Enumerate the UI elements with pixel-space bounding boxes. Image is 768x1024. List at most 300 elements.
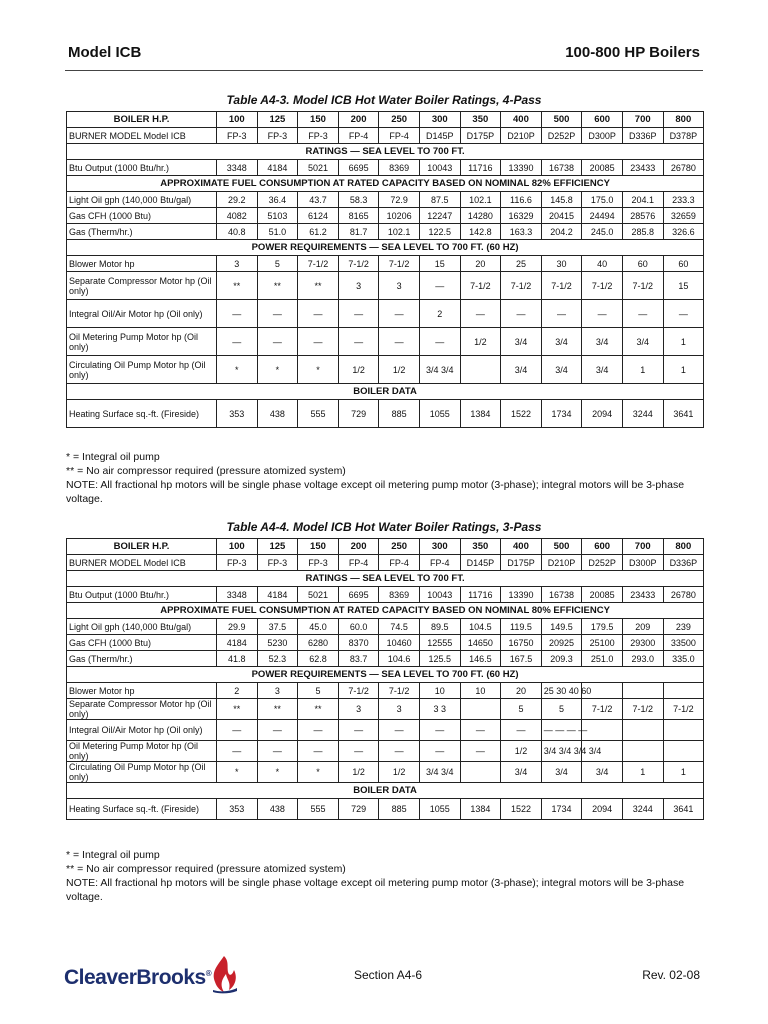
table-cell: — [217, 328, 258, 356]
table-cell: * [257, 762, 298, 783]
flame-icon [207, 954, 241, 994]
table-cell: 20 [501, 683, 542, 699]
table-cell: 8369 [379, 160, 420, 176]
revision-label: Rev. 02-08 [642, 968, 700, 982]
table-cell: — [460, 300, 501, 328]
table-cell: 58.3 [338, 192, 379, 208]
table-cell: D145P [460, 555, 501, 571]
table-cell: 41.8 [217, 651, 258, 667]
table-cell: 3/4 [582, 328, 623, 356]
table-cell: 40 [582, 256, 623, 272]
row-label: Btu Output (1000 Btu/hr.) [67, 587, 217, 603]
table-cell: 1 [622, 762, 663, 783]
row-label: Light Oil gph (140,000 Btu/gal) [67, 192, 217, 208]
table-cell: 3641 [663, 799, 704, 820]
table-cell: — [338, 300, 379, 328]
table-cell: — [298, 720, 339, 741]
table-cell: 60.0 [338, 619, 379, 635]
column-header: 200 [338, 112, 379, 128]
table-cell: 29.9 [217, 619, 258, 635]
table-cell: 5 [298, 683, 339, 699]
table-cell: 1734 [541, 400, 582, 428]
table-cell: FP-3 [298, 555, 339, 571]
row-label: Circulating Oil Pump Motor hp (Oil only) [67, 356, 217, 384]
table-cell: ** [298, 699, 339, 720]
table-cell: 1522 [501, 799, 542, 820]
table-cell: 20 [460, 256, 501, 272]
table-cell: 239 [663, 619, 704, 635]
table-cell: 3 [338, 272, 379, 300]
table-cell: 15 [419, 256, 460, 272]
table-cell: 7-1/2 [582, 699, 623, 720]
column-header: 700 [622, 539, 663, 555]
table-cell: 83.7 [338, 651, 379, 667]
table-cell: 5103 [257, 208, 298, 224]
row-label: Btu Output (1000 Btu/hr.) [67, 160, 217, 176]
table-row [67, 400, 704, 428]
table-cell: 6280 [298, 635, 339, 651]
table-cell: 102.1 [460, 192, 501, 208]
table-cell: * [298, 762, 339, 783]
table-row [67, 762, 704, 783]
table-cell: 251.0 [582, 651, 623, 667]
table-cell: 6124 [298, 208, 339, 224]
table-cell: 1/2 [338, 762, 379, 783]
row-label: Separate Compressor Motor hp (Oil only) [67, 272, 217, 300]
table-cell: 119.5 [501, 619, 542, 635]
table-cell: 1055 [419, 799, 460, 820]
table-cell: FP-4 [379, 128, 420, 144]
table-cell: 37.5 [257, 619, 298, 635]
table-cell: 3/4 [541, 762, 582, 783]
table-cell: 23433 [622, 587, 663, 603]
table-cell: FP-4 [419, 555, 460, 571]
row-label: Separate Compressor Motor hp (Oil only) [67, 699, 217, 720]
table-cell: 25100 [582, 635, 623, 651]
table-cell: 209.3 [541, 651, 582, 667]
table-row [67, 635, 704, 651]
table-cell: — [217, 720, 258, 741]
table-cell: * [257, 356, 298, 384]
table-cell: 13390 [501, 160, 542, 176]
column-header: 700 [622, 112, 663, 128]
table-cell: 729 [338, 400, 379, 428]
table-cell: 3/4 [541, 356, 582, 384]
table-cell: D300P [622, 555, 663, 571]
table-row [67, 699, 704, 720]
table-cell: FP-3 [257, 128, 298, 144]
table-cell: 438 [257, 400, 298, 428]
table-cell: 10 [460, 683, 501, 699]
table-cell: — [622, 300, 663, 328]
table-cell: 3/4 [501, 356, 542, 384]
table-cell: 26780 [663, 587, 704, 603]
table-cell: 885 [379, 400, 420, 428]
table-cell: FP-3 [217, 128, 258, 144]
section-row [67, 603, 704, 619]
table-cell: — [257, 328, 298, 356]
table-cell: 89.5 [419, 619, 460, 635]
table-cell: 10043 [419, 160, 460, 176]
column-header: 300 [419, 112, 460, 128]
footnote: * = Integral oil pump [66, 451, 160, 463]
table-cell: 87.5 [419, 192, 460, 208]
table-cell: D175P [460, 128, 501, 144]
section-heading: APPROXIMATE FUEL CONSUMPTION AT RATED CAPACITY BASED ON NOMINAL 82% EFFICIENCY [67, 176, 704, 192]
table-cell: 16750 [501, 635, 542, 651]
table-cell: 2 [217, 683, 258, 699]
table-row [67, 720, 704, 741]
table-cell [460, 699, 501, 720]
section-row [67, 240, 704, 256]
table-cell: 16738 [541, 160, 582, 176]
table-cell: 60 [622, 256, 663, 272]
table-cell: 4184 [217, 635, 258, 651]
table-cell: 3 [338, 699, 379, 720]
table-cell: 122.5 [419, 224, 460, 240]
table-cell: 1055 [419, 400, 460, 428]
row-label: BURNER MODEL Model ICB [67, 128, 217, 144]
table-cell: 4082 [217, 208, 258, 224]
table-cell: 5021 [298, 160, 339, 176]
row-label: Gas (Therm/hr.) [67, 224, 217, 240]
table-cell: 7-1/2 [582, 272, 623, 300]
table-cell: ** [257, 699, 298, 720]
table-cell: 7-1/2 [338, 256, 379, 272]
table-cell [460, 762, 501, 783]
table-cell: — [379, 328, 420, 356]
column-header: 800 [663, 539, 704, 555]
table-cell: 5 [501, 699, 542, 720]
table-cell: 3/4 3/4 3/4 3/4 [541, 741, 582, 762]
table-cell: ** [257, 272, 298, 300]
table-cell: — [419, 720, 460, 741]
table-cell: D336P [663, 555, 704, 571]
table-cell: 5230 [257, 635, 298, 651]
table-cell: 5 [257, 256, 298, 272]
table-cell: 3 3 [419, 699, 460, 720]
table-cell [663, 741, 704, 762]
table-cell: 12247 [419, 208, 460, 224]
footnote: ** = No air compressor required (pressure atomized system) [66, 863, 346, 875]
table-cell: 4184 [257, 160, 298, 176]
table-row [67, 160, 704, 176]
table-cell: 2094 [582, 799, 623, 820]
table-cell: 13390 [501, 587, 542, 603]
table-cell: — [501, 720, 542, 741]
table-cell: 3/4 3/4 [419, 762, 460, 783]
table-cell [582, 720, 623, 741]
table-cell: — [379, 720, 420, 741]
column-header: 800 [663, 112, 704, 128]
section-label: Section A4-6 [354, 968, 423, 982]
section-heading: APPROXIMATE FUEL CONSUMPTION AT RATED CAPACITY BASED ON NOMINAL 80% EFFICIENCY [67, 603, 704, 619]
table-cell: 7-1/2 [501, 272, 542, 300]
table-cell: — [298, 300, 339, 328]
section-heading: BOILER DATA [67, 783, 704, 799]
table-cell: D378P [663, 128, 704, 144]
table-row [67, 208, 704, 224]
table-cell: — [501, 300, 542, 328]
table-cell: 104.5 [460, 619, 501, 635]
table-cell: D145P [419, 128, 460, 144]
table-cell: 7-1/2 [622, 699, 663, 720]
column-header: 150 [298, 112, 339, 128]
table-row [67, 587, 704, 603]
row-label: Gas (Therm/hr.) [67, 651, 217, 667]
table-cell: 3348 [217, 160, 258, 176]
footnote: ** = No air compressor required (pressure atomized system) [66, 465, 346, 477]
table-cell: 36.4 [257, 192, 298, 208]
column-header: 500 [541, 112, 582, 128]
section-row [67, 176, 704, 192]
table-cell: 16738 [541, 587, 582, 603]
table-cell: 10460 [379, 635, 420, 651]
table-cell: 51.0 [257, 224, 298, 240]
table-cell: 3641 [663, 400, 704, 428]
row-label: Blower Motor hp [67, 256, 217, 272]
table-cell: — — — — [541, 720, 582, 741]
table-cell: 885 [379, 799, 420, 820]
header-row [67, 112, 704, 128]
table-cell: 8165 [338, 208, 379, 224]
table-cell: 167.5 [501, 651, 542, 667]
table-cell: 1/2 [338, 356, 379, 384]
table-row [67, 741, 704, 762]
column-header: 125 [257, 539, 298, 555]
table-row [67, 128, 704, 144]
table-cell: 179.5 [582, 619, 623, 635]
section-heading: BOILER DATA [67, 384, 704, 400]
table-cell: 26780 [663, 160, 704, 176]
column-header: 350 [460, 112, 501, 128]
table-cell: 335.0 [663, 651, 704, 667]
table-a4-4-caption: Table A4-4. Model ICB Hot Water Boiler Ratings, 3-Pass [226, 520, 542, 534]
table-cell: 116.6 [501, 192, 542, 208]
table-cell: 1 [663, 762, 704, 783]
table-a4-3-caption: Table A4-3. Model ICB Hot Water Boiler Ratings, 4-Pass [226, 93, 542, 107]
table-cell: 7-1/2 [298, 256, 339, 272]
section-row [67, 571, 704, 587]
table-cell: — [298, 741, 339, 762]
table-cell: 2 [419, 300, 460, 328]
table-cell: 1/2 [379, 356, 420, 384]
table-cell: 15 [663, 272, 704, 300]
table-cell: 438 [257, 799, 298, 820]
table-cell: 149.5 [541, 619, 582, 635]
table-cell: 20415 [541, 208, 582, 224]
table-cell: — [338, 328, 379, 356]
column-header: 100 [217, 539, 258, 555]
table-row [67, 619, 704, 635]
table-cell: 3 [257, 683, 298, 699]
table-cell: 3/4 [582, 356, 623, 384]
table-cell: 3244 [622, 400, 663, 428]
header-rule [65, 70, 703, 71]
table-cell: 23433 [622, 160, 663, 176]
table-cell: D210P [501, 128, 542, 144]
table-cell: 6695 [338, 160, 379, 176]
column-header: 125 [257, 112, 298, 128]
row-label: Integral Oil/Air Motor hp (Oil only) [67, 720, 217, 741]
page-footer [0, 962, 768, 1002]
section-heading: POWER REQUIREMENTS — SEA LEVEL TO 700 FT. (60 HZ) [67, 240, 704, 256]
table-cell: 10206 [379, 208, 420, 224]
column-header: 300 [419, 539, 460, 555]
table-cell: 209 [622, 619, 663, 635]
table-cell: 20085 [582, 160, 623, 176]
table-cell: 24494 [582, 208, 623, 224]
table-cell: — [338, 720, 379, 741]
footnote: * = Integral oil pump [66, 849, 160, 861]
table-row [67, 300, 704, 328]
table-cell: — [379, 300, 420, 328]
table-cell: 7-1/2 [663, 699, 704, 720]
table-cell: 146.5 [460, 651, 501, 667]
table-cell: FP-4 [338, 128, 379, 144]
page-header [68, 44, 700, 64]
row-label: BOILER H.P. [67, 539, 217, 555]
row-label: Blower Motor hp [67, 683, 217, 699]
table-cell: 81.7 [338, 224, 379, 240]
table-cell: 72.9 [379, 192, 420, 208]
table-cell: 729 [338, 799, 379, 820]
table-cell: ** [298, 272, 339, 300]
table-cell: 7-1/2 [460, 272, 501, 300]
table-cell: 20925 [541, 635, 582, 651]
table-cell: 14280 [460, 208, 501, 224]
table-row [67, 192, 704, 208]
table-cell: * [217, 356, 258, 384]
table-cell: — [419, 741, 460, 762]
table-cell [622, 720, 663, 741]
hp-range-title: 100-800 HP Boilers [565, 44, 700, 61]
table-cell: — [338, 741, 379, 762]
table-cell: 61.2 [298, 224, 339, 240]
table-cell: 1 [663, 356, 704, 384]
table-cell: 3/4 [501, 328, 542, 356]
row-label: Heating Surface sq.-ft. (Fireside) [67, 799, 217, 820]
table-cell: 163.3 [501, 224, 542, 240]
table-cell: D252P [541, 128, 582, 144]
table-cell: 74.5 [379, 619, 420, 635]
table-cell: — [541, 300, 582, 328]
row-label: BOILER H.P. [67, 112, 217, 128]
table-cell: 60 [663, 256, 704, 272]
table-cell: — [298, 328, 339, 356]
table-cell: 45.0 [298, 619, 339, 635]
table-cell: 10 [419, 683, 460, 699]
table-cell: 326.6 [663, 224, 704, 240]
row-label: Light Oil gph (140,000 Btu/gal) [67, 619, 217, 635]
table-cell: D300P [582, 128, 623, 144]
model-title: Model ICB [68, 44, 142, 61]
table-cell: 52.3 [257, 651, 298, 667]
table-cell: — [663, 300, 704, 328]
table-cell: 7-1/2 [622, 272, 663, 300]
table-a4-3 [66, 111, 704, 428]
table-cell: 1384 [460, 400, 501, 428]
table-cell: ** [217, 699, 258, 720]
table-cell: 3/4 [622, 328, 663, 356]
table-cell: 1 [622, 356, 663, 384]
section-heading: POWER REQUIREMENTS — SEA LEVEL TO 700 FT. (60 HZ) [67, 667, 704, 683]
table-cell: 2094 [582, 400, 623, 428]
table-cell: 3/4 [582, 762, 623, 783]
table-cell: 8369 [379, 587, 420, 603]
table-cell: — [419, 328, 460, 356]
table-cell: 7-1/2 [338, 683, 379, 699]
table-cell: 1 [663, 328, 704, 356]
table-cell [663, 720, 704, 741]
section-row [67, 384, 704, 400]
table-cell: 104.6 [379, 651, 420, 667]
column-header: 100 [217, 112, 258, 128]
table-cell: 1734 [541, 799, 582, 820]
column-header: 200 [338, 539, 379, 555]
table-cell: 4184 [257, 587, 298, 603]
table-cell: 1384 [460, 799, 501, 820]
table-cell: 175.0 [582, 192, 623, 208]
table-cell: — [217, 300, 258, 328]
table-row [67, 328, 704, 356]
section-heading: RATINGS — SEA LEVEL TO 700 FT. [67, 144, 704, 160]
row-label: Gas CFH (1000 Btu) [67, 208, 217, 224]
table-row [67, 683, 704, 699]
cleaverbrooks-logo: CleaverBrooks® [64, 966, 212, 989]
table-cell: 125.5 [419, 651, 460, 667]
table-cell: 8370 [338, 635, 379, 651]
table-a4-4 [66, 538, 704, 820]
table-row [67, 799, 704, 820]
table-row [67, 555, 704, 571]
table-cell: 5021 [298, 587, 339, 603]
table-cell: 3/4 3/4 [419, 356, 460, 384]
table-cell: 25 [501, 256, 542, 272]
table-cell: 3 [379, 699, 420, 720]
column-header: 500 [541, 539, 582, 555]
table-cell: D336P [622, 128, 663, 144]
column-header: 350 [460, 539, 501, 555]
row-label: Gas CFH (1000 Btu) [67, 635, 217, 651]
table-cell: 30 [541, 256, 582, 272]
row-label: Circulating Oil Pump Motor hp (Oil only) [67, 762, 217, 783]
row-label: Integral Oil/Air Motor hp (Oil only) [67, 300, 217, 328]
table-cell: 20085 [582, 587, 623, 603]
table-cell [663, 683, 704, 699]
table-cell: 28576 [622, 208, 663, 224]
table-cell: 3 [379, 272, 420, 300]
table-cell: 555 [298, 799, 339, 820]
column-header: 600 [582, 112, 623, 128]
table-cell: 11716 [460, 587, 501, 603]
table-cell: D252P [582, 555, 623, 571]
table-cell: — [582, 300, 623, 328]
table-cell [622, 741, 663, 762]
table-cell: D210P [541, 555, 582, 571]
header-row [67, 539, 704, 555]
table-row [67, 272, 704, 300]
table-cell: 40.8 [217, 224, 258, 240]
table-cell: 33500 [663, 635, 704, 651]
table-cell: 25 30 40 60 [541, 683, 582, 699]
table-cell: 353 [217, 400, 258, 428]
table-cell: FP-4 [338, 555, 379, 571]
table-row [67, 651, 704, 667]
table-cell: 12555 [419, 635, 460, 651]
section-heading: RATINGS — SEA LEVEL TO 700 FT. [67, 571, 704, 587]
table-cell: 3348 [217, 587, 258, 603]
